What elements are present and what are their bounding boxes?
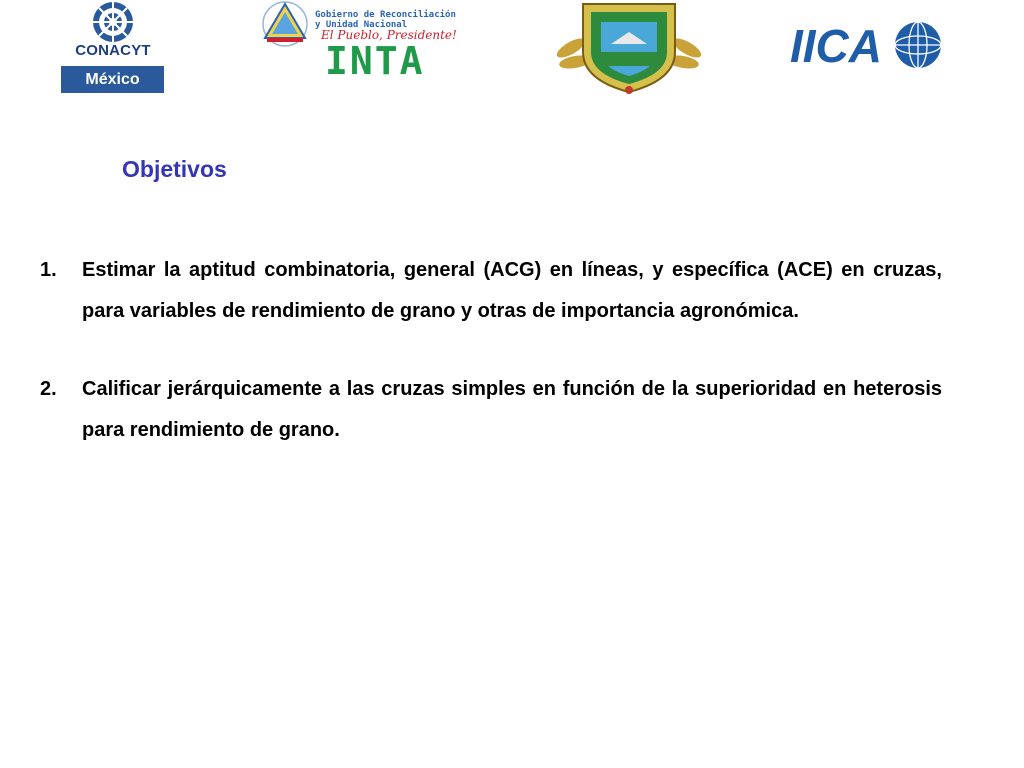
conacyt-wordmark: CONACYT [75,42,151,59]
objective-item [40,369,942,451]
globe-icon [895,22,941,68]
inta-government-line2: y Unidad Nacional [315,20,408,30]
objectives-list [40,250,942,451]
objective-number: 2. [40,378,57,400]
slide-title: Objetivos [122,156,227,182]
conacyt-emblem-icon [60,0,166,44]
objective-text: Estimar la aptitud combinatoria, general (ACG) en líneas, y específica (ACE) en cruzas, para variables de rendimiento de grano y otras de importancia agronómica. [82,259,942,322]
inta-government-line1: Gobierno de Reconciliación [315,10,456,20]
nicaragua-government-emblem-icon [255,0,317,50]
iica-logo [790,20,945,70]
inta-wordmark: INTA [325,39,425,83]
university-seal-logo [553,0,705,97]
inta-slogan: El Pueblo, Presidente! [321,28,457,42]
iica-wordmark: IICA [790,20,882,70]
university-seal-icon [553,0,705,97]
iica-wordmark-icon [790,20,945,70]
inta-logo [255,0,487,82]
inta-government-text [315,10,487,30]
objective-item [40,250,942,332]
objective-number: 1. [40,259,57,281]
objective-text: Calificar jerárquicamente a las cruzas simples en función de la superioridad en heterosis para rendimiento de grano. [82,378,942,441]
conacyt-country-label: México [61,66,164,93]
conacyt-logo [60,0,166,96]
